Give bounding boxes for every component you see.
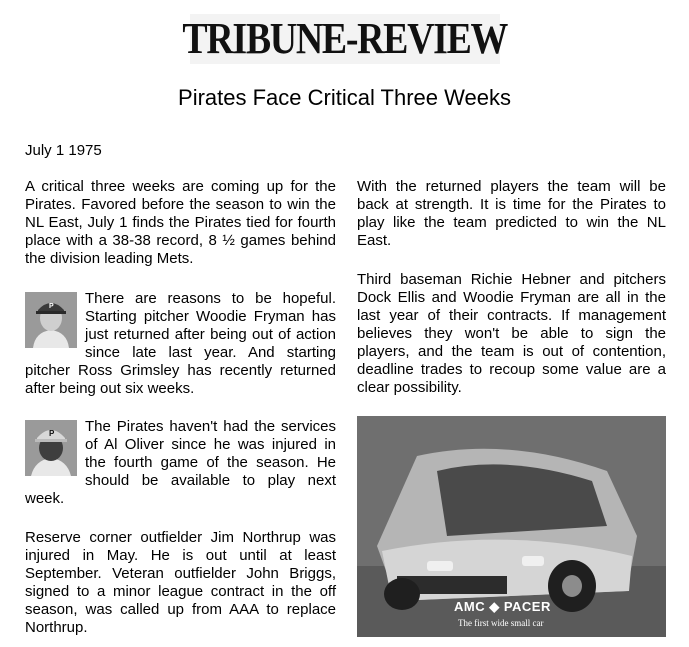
paragraph-5: With the returned players the team will be back at strength. It is time for the Pirates to play like the team predicted to win the NL East. <box>357 178 666 249</box>
paragraph-1: A critical three weeks are coming up for the Pirates. Favored before the season to win the NL East, July 1 finds the Pirates tied for fourth place with a 38-38 record, 8 ½ games behind the division leading Mets. <box>25 178 336 267</box>
article-date: July 1 1975 <box>25 142 102 159</box>
paragraph-3-block <box>25 418 336 508</box>
player-photo-fryman <box>25 292 77 348</box>
svg-text:P: P <box>49 303 54 310</box>
ad-tagline: The first wide small car <box>458 618 544 628</box>
paragraph-6: Third baseman Richie Hebner and pitchers Dock Ellis and Woodie Fryman are all in the last year of their contracts. If management believes they won't be able to sign the players, and the team is out of contention, deadline trades to recoup some value are a clear possibility. <box>357 271 666 396</box>
masthead-name: TRIBUNE-REVIEW <box>182 14 508 63</box>
paragraph-2-block <box>25 290 336 398</box>
paragraph-2: There are reasons to be hopeful. Starting pitcher Woodie Fryman has just returned after being out of action since late last year. And starting pitcher Ross Grimsley has recently returned after being out six weeks. <box>25 290 336 397</box>
amc-pacer-advertisement <box>357 416 666 637</box>
player-photo-oliver <box>25 420 77 476</box>
masthead-logo <box>182 14 508 64</box>
paragraph-4: Reserve corner outfielder Jim Northrup was injured in May. He is out until at least September. Veteran outfielder John Briggs, signed to a minor league contract in the off season, was called up from AAA to replace Northrup. <box>25 529 336 636</box>
svg-text:P: P <box>49 429 55 438</box>
article-headline: Pirates Face Critical Three Weeks <box>178 85 511 110</box>
ad-brand-logo: AMC ◆ PACER <box>454 599 551 614</box>
paragraph-3: The Pirates haven't had the services of Al Oliver since he was injured in the fourth game of the season. He should be available to play next week. <box>25 418 336 507</box>
